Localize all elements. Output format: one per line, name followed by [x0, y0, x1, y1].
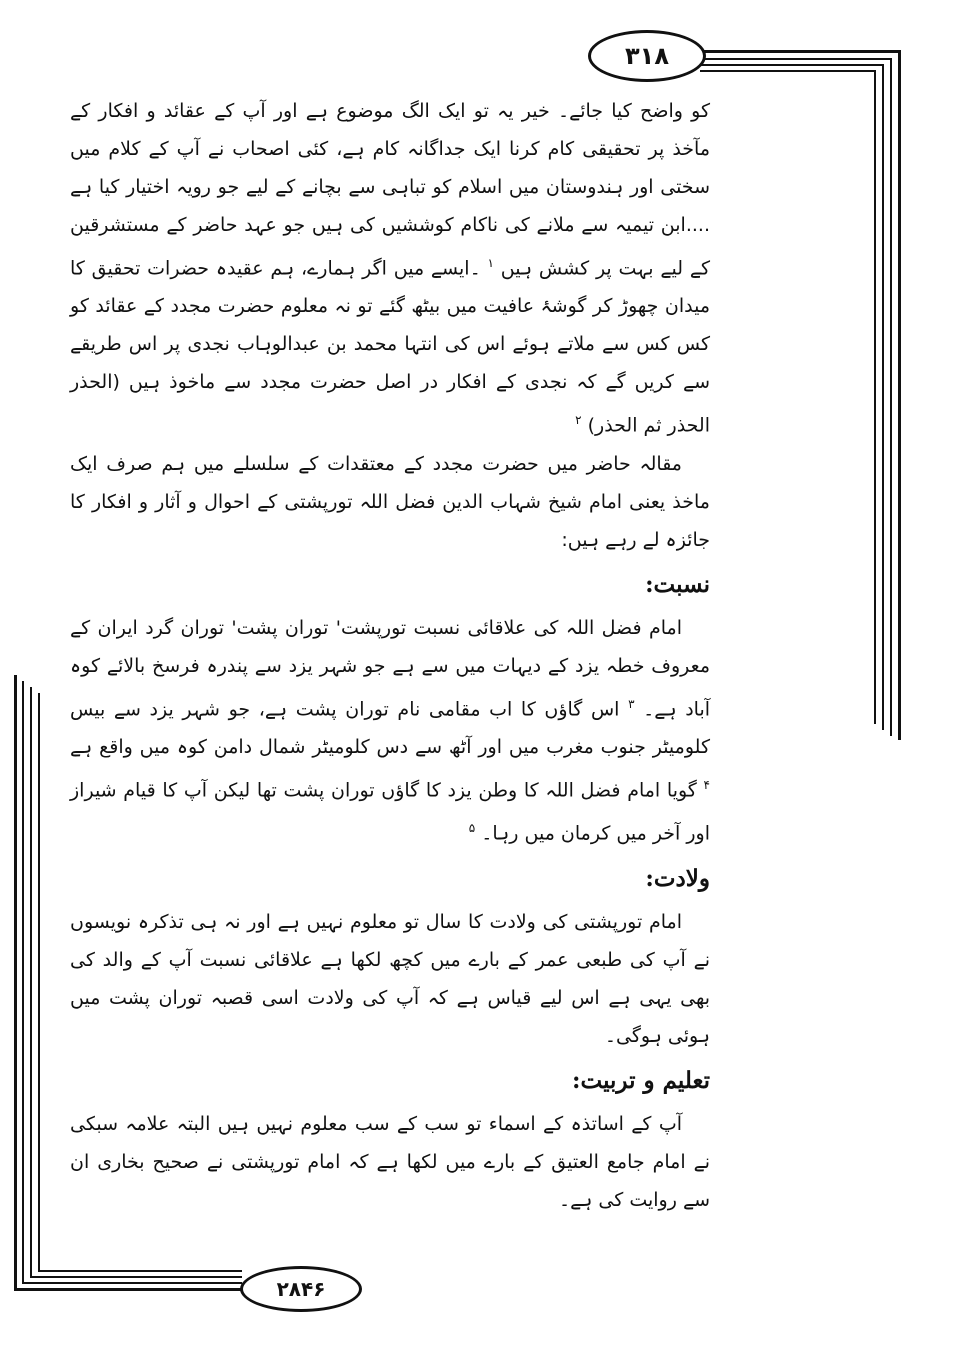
paragraph-wiladat: امام تورپشتی کی ولادت کا سال تو معلوم نہیں ہے اور نہ ہی تذکرہ نویسوں نے آپ کی طبعی عمر کے بارے میں کچھ لکھا ہے علاقائی نسبت آپ کے والد کی بھی یہی ہے اس لیے قیاس ہے کہ آپ کی ولادت اسی قصبہ توران پشت میں ہوئی ہوگی۔	[70, 910, 710, 1047]
page-body	[70, 92, 710, 1219]
footnote-ref-1: ۱	[487, 256, 494, 270]
frame-left-line-2	[22, 681, 24, 1284]
frame-top-line-4	[700, 70, 876, 72]
frame-right-line-1	[898, 50, 901, 740]
frame-right-line-4	[874, 70, 876, 724]
frame-left-line-3	[30, 687, 32, 1278]
heading-nisbat: نسبت:	[645, 570, 710, 598]
heading-taleem: تعلیم و تربیت:	[572, 1066, 710, 1094]
paragraph-nisbat-text-a: امام فضل اللہ کی علاقائی نسبت تورپشت' توران پشت' توران گرد ایران کے معروف خطہ یزد کے دیہات میں سے ہے جو شہر یزد سے پندرہ فرسخ بالائے کوہ آباد ہے۔	[70, 616, 711, 720]
frame-bottom-line-1	[14, 1288, 242, 1291]
paragraph-nisbat-text-c: گویا امام فضل اللہ کا وطن یزد کا گاؤں توران پشت تھا لیکن آپ کا قیام شیراز اور آخر میں کرمان میں رہا۔	[70, 779, 710, 845]
paragraph-nisbat-text-b: اس گاؤں کا اب مقامی نام توران پشت ہے، جو شہر یزد سے بیس کلومیٹر جنوب مغرب میں اور آٹھ سے دس کلومیٹر شمال دامن کوہ میں واقع ہے	[70, 697, 710, 758]
top-page-number-text: ۳۱۸	[625, 42, 669, 70]
footnote-ref-4: ۴	[703, 777, 710, 792]
frame-top-line-3	[700, 64, 884, 66]
paragraph-intro	[70, 92, 710, 445]
top-page-number	[588, 30, 706, 82]
footnote-ref-5: ۵	[468, 821, 476, 836]
frame-bottom-line-2	[22, 1282, 242, 1284]
frame-bottom-line-3	[30, 1276, 242, 1278]
frame-top-line-2	[700, 58, 892, 60]
frame-left-line-4	[38, 693, 40, 1272]
frame-right-line-2	[890, 58, 892, 736]
paragraph-intro-text: کو واضح کیا جائے۔ خیر یہ تو ایک الگ موضوع ہے اور آپ کے عقائد و افکار کے مآخذ پر تحقیقی کام کرنا ایک جداگانہ کام ہے، کئی اصحاب نے آپ کے کلام میں سختی اور ہندوستان میں اسلام کو تباہی سے بچانے کے لیے جو رویہ اختیار کیا ہے ....ابن تیمیہ سے ملانے کی ناکام کوششیں کی ہیں جو عہد حاضر کے مستشرقین کے لیے بہت پر کشش ہیں	[70, 100, 711, 280]
frame-left-line-1	[14, 675, 17, 1290]
paragraph-intro-text-cont: ۔ایسے میں اگر ہمارے، ہم عقیدہ حضرات تحقیق کا میدان چھوڑ کر گوشۂ عافیت میں بیٹھ گئے تو نہ معلوم حضرت مجدد کے عقائد کو کس کس سے ملاتے ہوئے اس کی انتہا محمد بن عبدالوہاب نجدی پر اس طریقے سے کریں گے کہ نجدی کے افکار در اصل حضرت مجدد سے ماخوذ ہیں (الحذر الحذر ثم الحذر)	[70, 257, 710, 437]
frame-right-line-3	[882, 64, 884, 730]
bottom-page-number-text: ۲۸۴۶	[276, 1277, 326, 1301]
paragraph-article-scope: مقالہ حاضر میں حضرت مجدد کے معتقدات کے سلسلے میں ہم صرف ایک ماخذ یعنی امام شیخ شہاب الدین فضل اللہ تورپشتی کے احوال و آثار و افکار کا جائزہ لے رہے ہیں:	[70, 452, 710, 551]
heading-wiladat: ولادت:	[645, 864, 710, 892]
paragraph-nisbat	[70, 609, 710, 853]
frame-bottom-line-4	[38, 1270, 242, 1272]
frame-top-line-1	[700, 50, 900, 53]
footnote-ref-2: ۲	[575, 413, 582, 428]
footnote-ref-3: ۳	[628, 696, 635, 711]
bottom-page-number	[240, 1266, 362, 1312]
paragraph-taleem: آپ کے اساتذہ کے اسماء تو سب کے سب معلوم نہیں ہیں البتہ علامہ سبکی نے امام جامع العتیق کے بارے میں لکھا ہے کہ امام تورپشتی نے صحیح بخاری ان سے روایت کی ہے۔	[70, 1112, 710, 1211]
